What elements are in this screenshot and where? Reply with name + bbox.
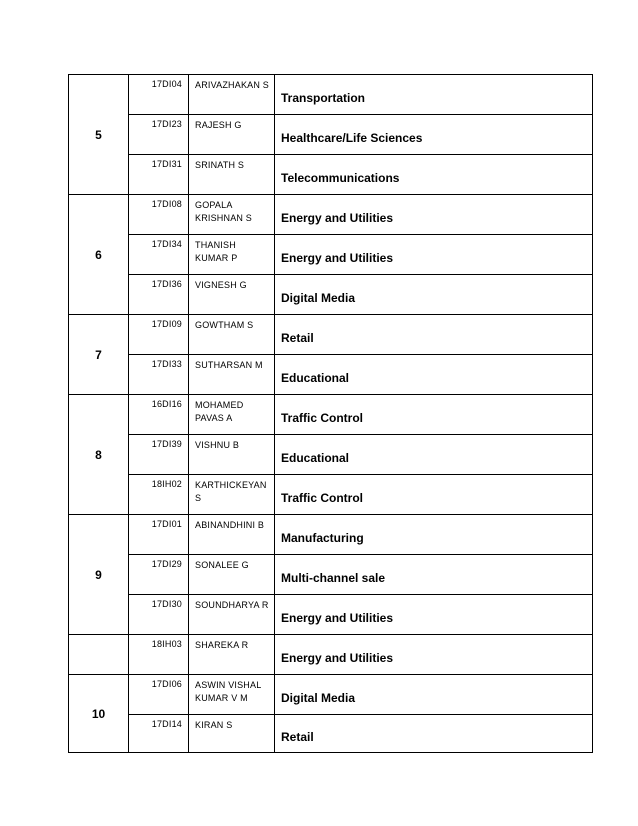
student-id-cell: 18IH03 [129, 635, 189, 675]
domain-cell: Energy and Utilities [275, 235, 593, 275]
student-name-cell: VIGNESH G [189, 275, 275, 315]
group-number-cell: 7 [69, 315, 129, 395]
student-name-cell: KIRAN S [189, 715, 275, 753]
student-name-cell: ABINANDHINI B [189, 515, 275, 555]
student-name-cell: MOHAMED PAVAS A [189, 395, 275, 435]
student-name-cell: SOUNDHARYA R [189, 595, 275, 635]
table-row [69, 115, 593, 155]
domain-cell: Energy and Utilities [275, 195, 593, 235]
table-row [69, 715, 593, 753]
domain-cell: Healthcare/Life Sciences [275, 115, 593, 155]
table-row [69, 675, 593, 715]
table-row [69, 395, 593, 435]
student-name-cell: VISHNU B [189, 435, 275, 475]
student-id-cell: 17DI36 [129, 275, 189, 315]
domain-cell: Retail [275, 715, 593, 753]
student-name-cell: GOPALA KRISHNAN S [189, 195, 275, 235]
domain-cell: Manufacturing [275, 515, 593, 555]
group-number-cell: 9 [69, 515, 129, 635]
table-row [69, 315, 593, 355]
student-id-cell: 17DI31 [129, 155, 189, 195]
group-number-cell: 8 [69, 395, 129, 515]
domain-cell: Energy and Utilities [275, 595, 593, 635]
domain-cell: Digital Media [275, 675, 593, 715]
student-id-cell: 17DI30 [129, 595, 189, 635]
table-row [69, 635, 593, 675]
group-number-cell: 10 [69, 675, 129, 753]
student-id-cell: 17DI34 [129, 235, 189, 275]
group-number-cell: 6 [69, 195, 129, 315]
table-row [69, 435, 593, 475]
student-name-cell: THANISH KUMAR P [189, 235, 275, 275]
student-name-cell: SUTHARSAN M [189, 355, 275, 395]
table-row [69, 475, 593, 515]
student-name-cell: RAJESH G [189, 115, 275, 155]
student-name-cell: ARIVAZHAKAN S [189, 75, 275, 115]
domain-cell: Traffic Control [275, 475, 593, 515]
domain-cell: Digital Media [275, 275, 593, 315]
student-id-cell: 17DI06 [129, 675, 189, 715]
domain-cell: Retail [275, 315, 593, 355]
student-id-cell: 17DI39 [129, 435, 189, 475]
table-body [69, 75, 593, 753]
student-id-cell: 17DI29 [129, 555, 189, 595]
table-row [69, 275, 593, 315]
table-row [69, 195, 593, 235]
table-row [69, 155, 593, 195]
project-assignment-table [68, 74, 593, 753]
domain-cell: Telecommunications [275, 155, 593, 195]
student-name-cell: ASWIN VISHAL KUMAR V M [189, 675, 275, 715]
table-row [69, 75, 593, 115]
student-id-cell: 17DI09 [129, 315, 189, 355]
student-id-cell: 17DI23 [129, 115, 189, 155]
student-name-cell: SRINATH S [189, 155, 275, 195]
student-name-cell: GOWTHAM S [189, 315, 275, 355]
domain-cell: Multi-channel sale [275, 555, 593, 595]
table-row [69, 555, 593, 595]
table-row [69, 515, 593, 555]
domain-cell: Energy and Utilities [275, 635, 593, 675]
domain-cell: Educational [275, 355, 593, 395]
student-id-cell: 17DI04 [129, 75, 189, 115]
table-row [69, 355, 593, 395]
student-id-cell: 17DI08 [129, 195, 189, 235]
domain-cell: Traffic Control [275, 395, 593, 435]
student-name-cell: KARTHICKEYAN S [189, 475, 275, 515]
group-number-cell [69, 635, 129, 675]
domain-cell: Educational [275, 435, 593, 475]
table-row [69, 595, 593, 635]
student-id-cell: 17DI33 [129, 355, 189, 395]
table-row [69, 235, 593, 275]
student-id-cell: 18IH02 [129, 475, 189, 515]
student-name-cell: SONALEE G [189, 555, 275, 595]
student-id-cell: 16DI16 [129, 395, 189, 435]
student-id-cell: 17DI01 [129, 515, 189, 555]
domain-cell: Transportation [275, 75, 593, 115]
student-name-cell: SHAREKA R [189, 635, 275, 675]
group-number-cell: 5 [69, 75, 129, 195]
student-id-cell: 17DI14 [129, 715, 189, 753]
